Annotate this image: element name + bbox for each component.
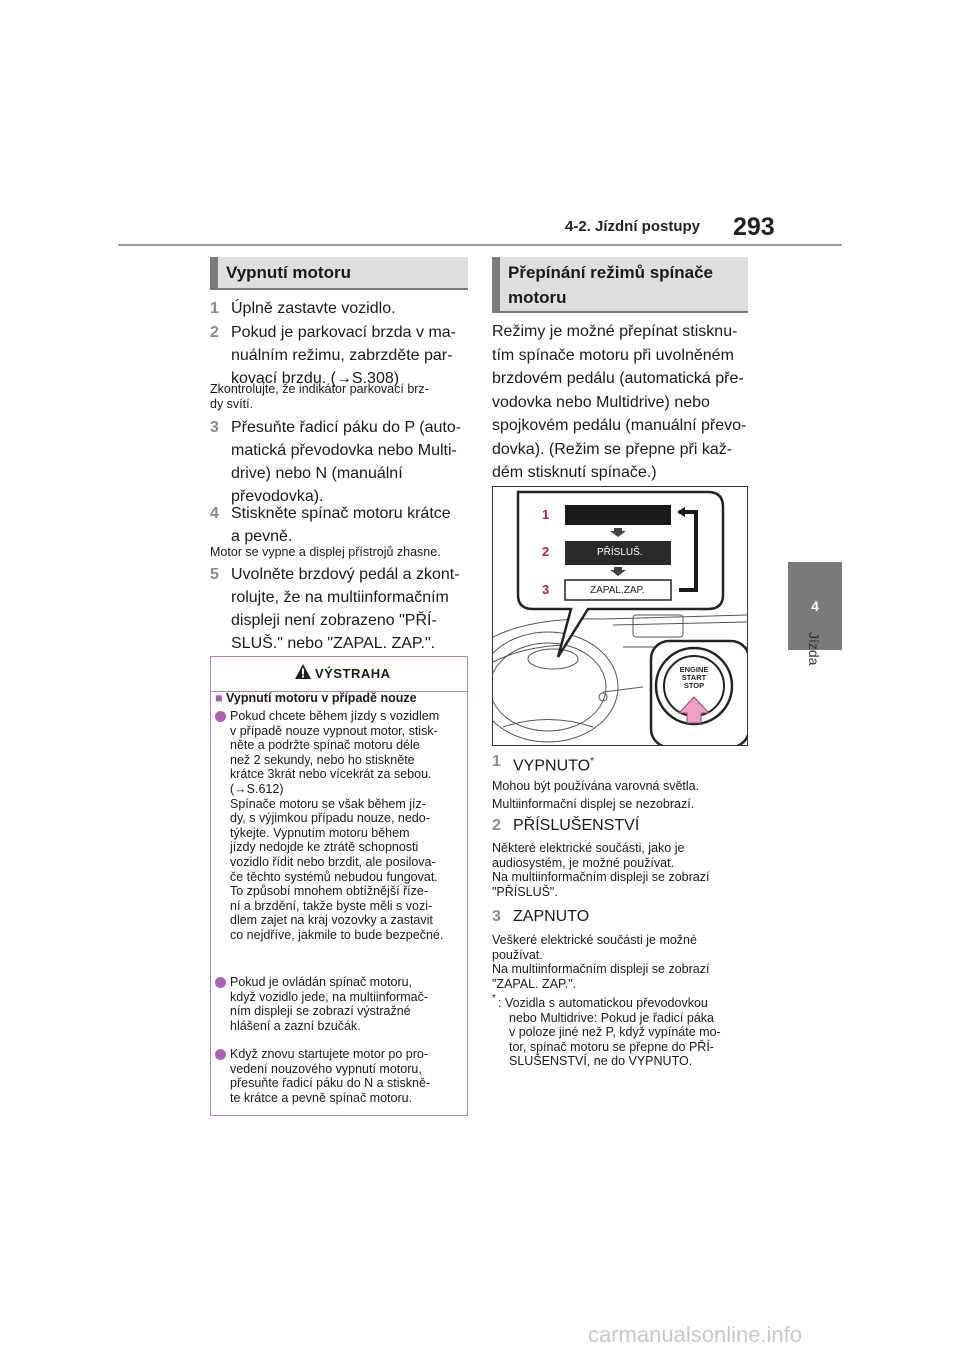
engine-switch-figure (492, 486, 748, 746)
header-rule (118, 244, 842, 246)
square-bullet-icon: ■ (215, 691, 223, 705)
warning-triangle-icon (295, 664, 311, 679)
bullet-icon (215, 711, 226, 722)
warning-subtitle: ■ Vypnutí motoru v případě nouze (215, 691, 417, 705)
section-heading-switch-modes: Přepínání režimů spínače motoru (492, 257, 748, 313)
mode-accessory: 2 PŘÍSLUŠENSTVÍ (492, 817, 640, 834)
warning-title: VÝSTRAHA (315, 666, 391, 681)
mode-off: 1 VYPNUTO* (492, 753, 594, 775)
warning-header (211, 657, 467, 692)
figure-number-2: 2 (542, 544, 550, 559)
display-label-accessory: PŘÍSLUŠ. (597, 547, 643, 558)
watermark: carmanualsonline.info (588, 1322, 803, 1347)
display-off (565, 505, 671, 525)
warning-item: Pokud je ovládán spínač motoru, když vozidlo jede, na multiinformač- ním displeji se zobrazí výstražné hlášení a zazní bzučák. (215, 975, 467, 1035)
mode-on-desc: Veškeré elektrické součásti je možné používat. Na multiinformačním displeji se zobrazí "ZAPAL. ZAP.". (492, 933, 710, 991)
step-3: 3 Přesuňte řadicí páku do P (auto- matická převodovka nebo Multi- drive) nebo N (manuální převodovka). (210, 419, 462, 505)
chapter-tab[interactable]: 4 (788, 562, 842, 650)
mode-off-desc: Mohou být používána varovná světla. Multiinformační displej se nezobrazí. (492, 779, 700, 811)
warning-item: Když znovu startujete motor po pro- vedení nouzového vypnutí motoru, přesuňte řadicí páku do N a stiskně- te krátce a pevně spínač motoru. (215, 1047, 467, 1107)
intro-paragraph: Režimy je možné přepínat stisknu- tím spínače motoru při uvolněném brzdovém pedálu (automatická pře- vodovka nebo Multidrive) nebo spojkovém pedálu (manuální převo- dovka). (Režim se přepne při kaž- dém stisknutí spínače.) (492, 323, 747, 481)
step-4: 4 Stiskněte spínač motoru krátce a pevně. (210, 505, 451, 545)
warning-item: Pokud chcete během jízdy s vozidlem v případě nouze vypnout motor, stisk- něte a podržte spínač motoru déle než 2 sekundy, nebo ho stiskněte krátce 3krát nebo vícekrát za sebou. (→S.612) Spínače motoru se však během jíz- dy, s výjimkou případu nouze, nedo- týkejte. Vypnutím motoru během jízdy nedojde ke ztrátě schopnosti vozidlo řídit nebo brzdit, ale posilova- če těchto systémů nebudou fungovat. To způsobí mnohem obtížnější říze- ní a brzdění, takže byste měli s vozi- dlem zajet na kraj vozovky a zastavit co nejdříve, jakmile to bude bezpečné. (215, 709, 467, 949)
note-engine-off: Motor se vypne a displej přístrojů zhasne. (210, 545, 441, 559)
footnote: * : Vozidla s automatickou převodovkou nebo Multidrive: Pokud je řadicí páka v poloze jiné než P, když vypínáte mo- tor, spínač motoru se přepne do PŘÍ- SLUŠENSTVÍ, ne do VYPNUTO. (492, 993, 721, 1069)
engine-start-stop-button[interactable]: ENGINE START STOP (679, 665, 709, 690)
step-2: 2 Pokud je parkovací brzda v ma- nuálním režimu, zabrzděte par- kovací brzdu. (→S.308) (210, 324, 456, 387)
note-parking-brake: Zkontrolujte, že indikátor parkovací brz- dy svítí. (210, 382, 429, 411)
figure-number-1: 1 (542, 507, 550, 522)
step-5: 5 Uvolněte brzdový pedál a zkont- rolujte, že na multiinformačním displeji není zobrazeno "PŘÍ- SLUŠ." nebo "ZAPAL. ZAP.". (210, 566, 460, 652)
warning-box (210, 656, 468, 1116)
section-header: 4-2. Jízdní postupy (565, 218, 701, 235)
figure-number-3: 3 (542, 582, 550, 597)
mode-accessory-desc: Některé elektrické součásti, jako je audiosystém, je možné používat. Na multiinformačním displeji se zobrazí "PŘÍSLUŠ". (492, 841, 710, 899)
bullet-icon (215, 977, 226, 988)
mode-on: 3 ZAPNUTO (492, 908, 590, 925)
bullet-icon (215, 1049, 226, 1060)
section-heading-engine-off: Vypnutí motoru (210, 257, 468, 290)
page-number: 293 (733, 213, 775, 241)
display-label-ignition: ZAPAL.ZAP. (590, 585, 645, 596)
step-1: 1 Úplně zastavte vozidlo. (210, 300, 396, 317)
chapter-label: Jízda (806, 632, 822, 666)
